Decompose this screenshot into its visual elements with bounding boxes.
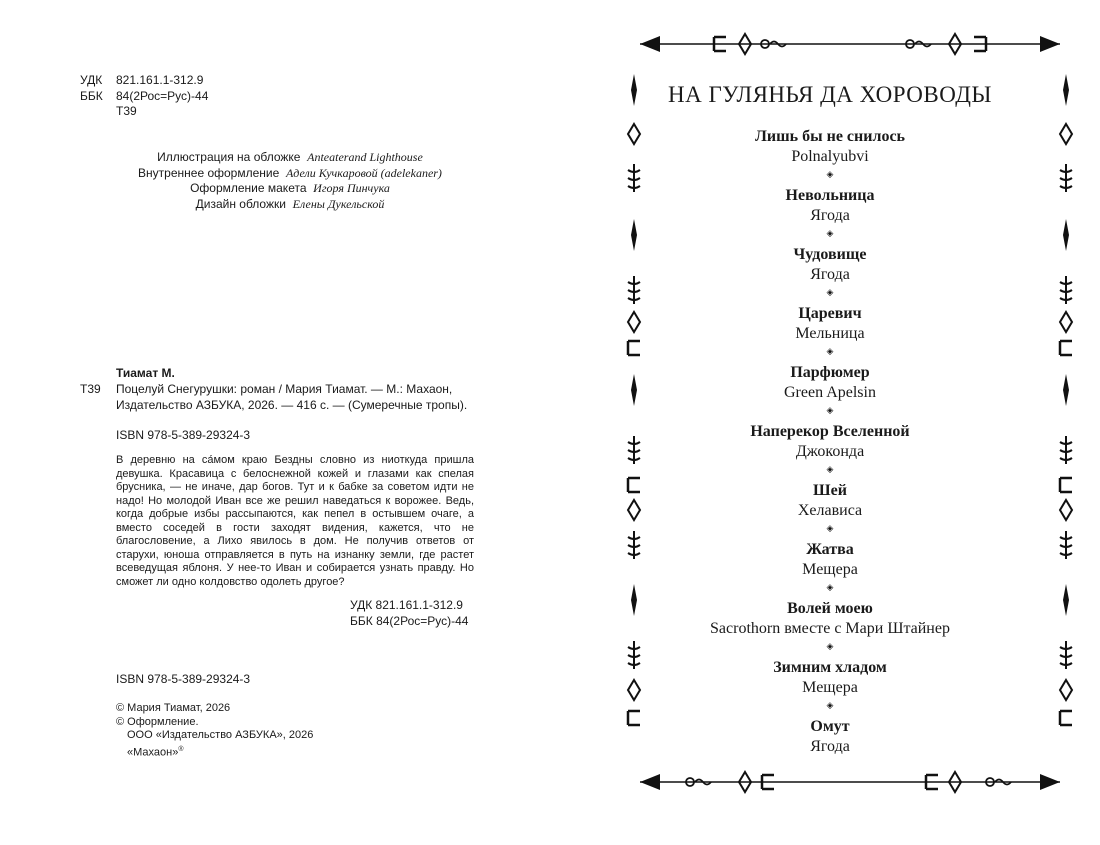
story-title: Наперекор Вселенной: [750, 423, 910, 440]
story-author: Мещера: [802, 679, 858, 696]
toc-entry[interactable]: [560, 245, 1100, 304]
story-title: Волей моею: [787, 600, 873, 617]
separator-icon: ◈: [826, 405, 834, 415]
udk-value: 821.161.1-312.9: [116, 73, 204, 87]
credit-line: Оформление макета Игоря Пинчука: [190, 181, 390, 195]
frame-top: [640, 34, 1060, 54]
annotation: В деревню на са́мом краю Бездны словно из ниоткуда пришла девушка. Красавица с белоснежной кожей и глазами как спелая брусника, — не иначе, дар богов. Тут и к бабке за советом идти не надо! Но молодой Иван все же решил наведаться к ворожее. Ведь, когда добрые избы рассыпаются, как пепел в остывшем очаге, а вместо соседей в гости заходят видения, кажется, что не благословение, а Лихо явилось в дом. Не получив ответов от старухи, юноша отправляется в путь на изнанку земли, где растет всеведущая яблоня. У нее-то Иван и собирается узнать правду. Но сможет ли одно колдовство одолеть другое?: [116, 454, 474, 588]
credit-line: Дизайн обложки Елены Дукельской: [195, 196, 385, 211]
story-author: Хелависа: [797, 502, 863, 519]
story-author: Sacrothorn вместе с Мари Штайнер: [710, 620, 950, 637]
story-title: Чудовище: [793, 246, 867, 263]
separator-icon: ◈: [826, 582, 834, 592]
toc-entry[interactable]: [560, 363, 1100, 422]
author-code: Т39: [116, 104, 137, 118]
story-title: Невольница: [785, 187, 875, 204]
contents-title: НА ГУЛЯНЬЯ ДА ХОРОВОДЫ: [668, 82, 992, 107]
credit-line: Иллюстрация на обложке Anteaterand Lighthouse: [157, 150, 423, 164]
toc-entry[interactable]: [560, 422, 1100, 481]
separator-icon: ◈: [826, 228, 834, 238]
separator-icon: ◈: [826, 169, 834, 179]
catalog-code: Т39: [80, 382, 101, 396]
story-author: Ягода: [810, 266, 850, 283]
isbn-bottom: ISBN 978-5-389-29324-3: [116, 672, 251, 686]
story-title: Зимним хладом: [773, 659, 887, 676]
separator-icon: ◈: [826, 641, 834, 651]
udk-line: УДК 821.161.1-312.9: [350, 598, 463, 612]
story-title: Шей: [813, 482, 847, 499]
story-author: Green Apelsin: [784, 384, 876, 401]
toc-entry[interactable]: [560, 658, 1100, 717]
bbk-line: ББК 84(2Рос=Рус)-44: [350, 613, 469, 628]
contents-page: [560, 0, 1100, 845]
toc-entry[interactable]: [560, 599, 1100, 658]
separator-icon: ◈: [826, 464, 834, 474]
story-title: Жатва: [806, 541, 854, 558]
bbk-value: 84(2Рос=Рус)-44: [116, 88, 209, 103]
bbk-label: ББК: [80, 88, 103, 103]
contents-list: [560, 127, 1100, 776]
toc-entry[interactable]: [560, 540, 1100, 599]
story-author: Мельница: [795, 325, 865, 342]
credit-line: Внутреннее оформление Адели Кучкаровой (adelekaner): [138, 165, 442, 180]
copyright: © Мария Тиамат, 2026 © Оформление. ООО «Издательство АЗБУКА», 2026 «Махаон»®: [116, 702, 314, 759]
story-title: Парфюмер: [790, 364, 870, 381]
separator-icon: ◈: [826, 523, 834, 533]
story-title: Лишь бы не снилось: [755, 128, 905, 145]
isbn-top: ISBN 978-5-389-29324-3: [116, 428, 251, 442]
design-credits: [100, 150, 480, 212]
toc-entry[interactable]: [560, 304, 1100, 363]
story-author: Polnalyubvi: [791, 148, 869, 165]
toc-entry[interactable]: [560, 127, 1100, 186]
classification-codes-bottom: [350, 598, 468, 629]
catalog-description: [80, 382, 480, 413]
story-author: Ягода: [810, 738, 850, 755]
story-author: Ягода: [810, 207, 850, 224]
catalog-description-text: Поцелуй Снегурушки: роман / Мария Тиамат. — М.: Махаон, Издательство АЗБУКА, 2026. — 416 с. — (Сумеречные тропы).: [116, 382, 468, 412]
toc-entry[interactable]: [560, 481, 1100, 540]
classification-codes: [80, 73, 208, 120]
separator-icon: ◈: [826, 287, 834, 297]
story-author: Джоконда: [795, 443, 865, 460]
udk-label: УДК: [80, 73, 103, 87]
separator-icon: ◈: [826, 700, 834, 710]
story-title: Царевич: [798, 305, 862, 322]
story-author: Мещера: [802, 561, 858, 578]
catalog-author: Тиамат М.: [116, 366, 175, 380]
toc-entry[interactable]: [560, 717, 1100, 776]
story-title: Омут: [810, 718, 850, 735]
toc-entry[interactable]: [560, 186, 1100, 245]
separator-icon: ◈: [826, 346, 834, 356]
